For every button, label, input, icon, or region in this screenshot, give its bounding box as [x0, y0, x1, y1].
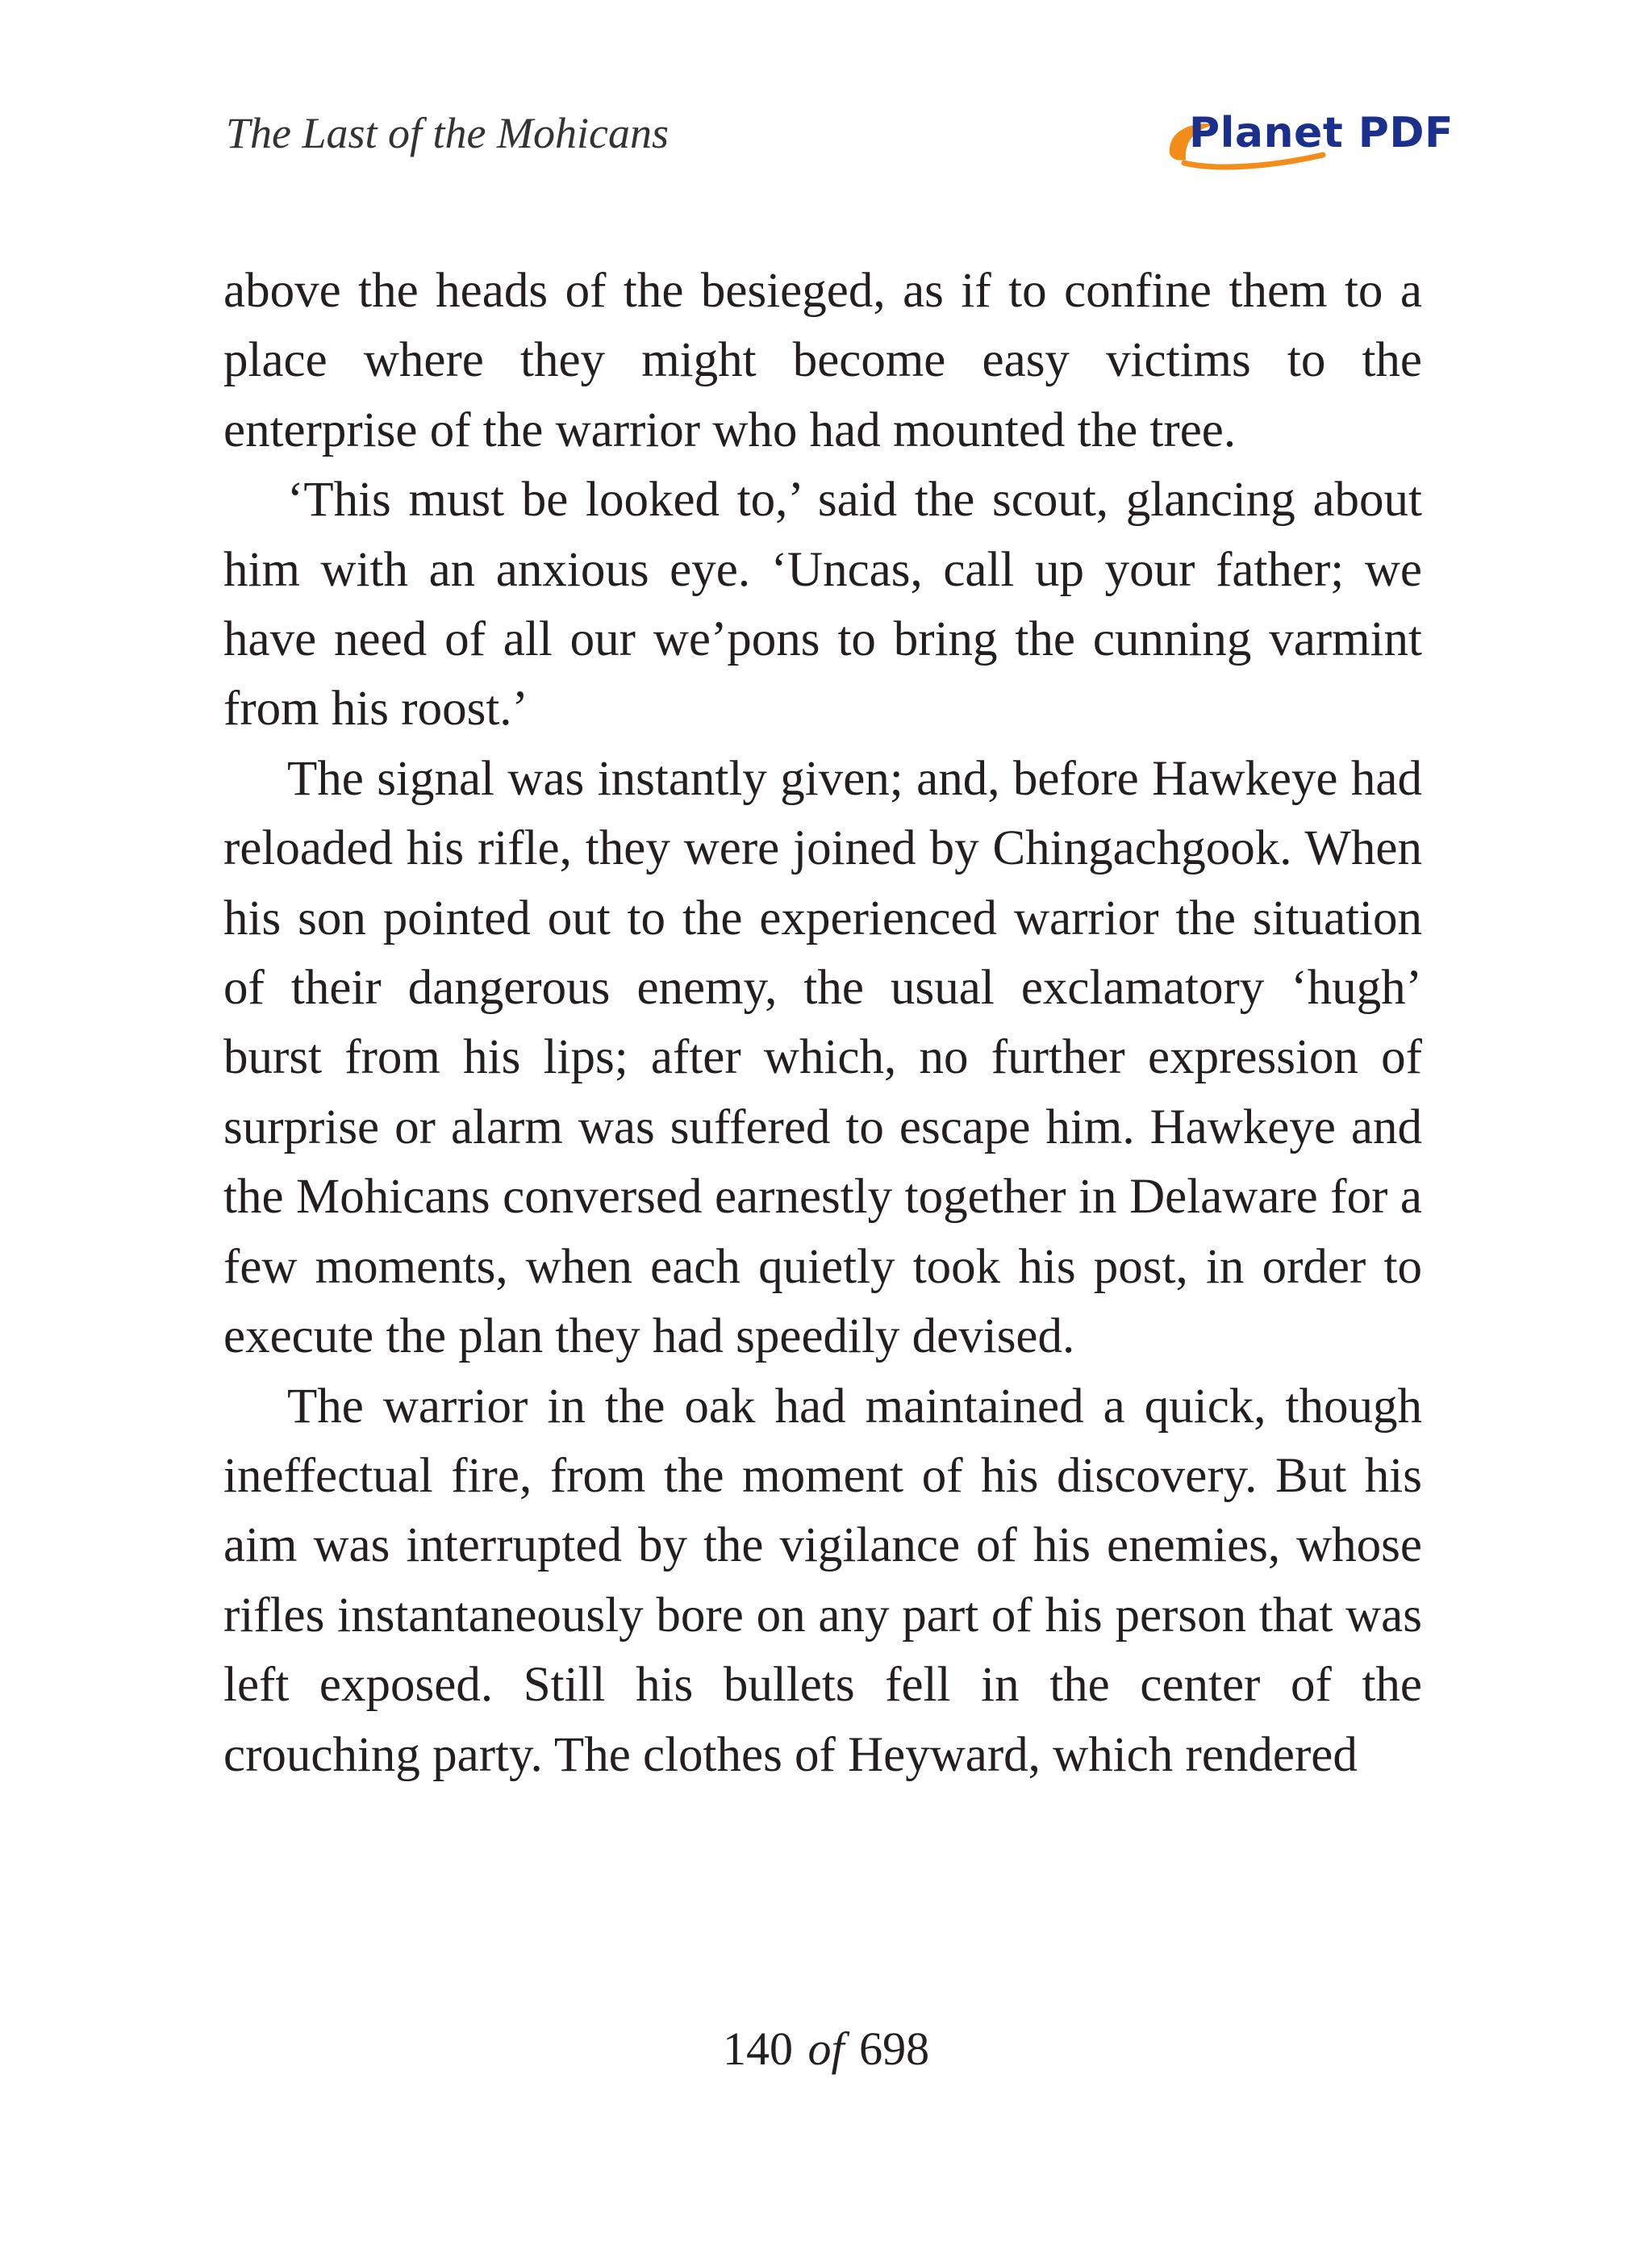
logo-text: Planet PDF [1189, 109, 1454, 157]
paragraph: ‘This must be looked to,’ said the scout, glancing about him with an anxious eye. ‘Uncas, call up your father; we have need of all our we’pons to bring the cunning varmint from his roost.’ [223, 473, 1422, 737]
page-total: 698 [859, 2022, 930, 2075]
page-body [223, 257, 1422, 1790]
page-number [0, 2017, 1652, 2081]
page-of-label: of [807, 2022, 845, 2075]
paragraph: The warrior in the oak had maintained a quick, though ineffectual fire, from the moment of his discovery. But his aim was interrupted by the vigilance of his enemies, whose rifles instantaneously bore on any part of his person that was left exposed. Still his bullets fell in the center of the crouching party. The clothes of Heyward, which rendered [223, 1379, 1422, 1782]
paragraph-continued: above the heads of the besieged, as if to confine them to a place where they might become easy victims to the enterprise of the warrior who had mounted the tree. [223, 264, 1422, 457]
paragraph: The signal was instantly given; and, before Hawkeye had reloaded his rifle, they were joined by Chingachgook. When his son pointed out to the experienced warrior the situation of their dangerous enemy, the usual exclamatory ‘hugh’ burst from his lips; after which, no further expression of surprise or alarm was suffered to escape him. Hawkeye and the Mohicans conversed earnestly together in Delaware for a few moments, when each quietly took his post, in order to execute the plan they had speedily devised. [223, 751, 1422, 1364]
page-current: 140 [722, 2022, 793, 2075]
page-header [0, 0, 1652, 194]
book-title: The Last of the Mohicans [226, 109, 669, 157]
planet-pdf-logo[interactable] [1162, 97, 1454, 177]
